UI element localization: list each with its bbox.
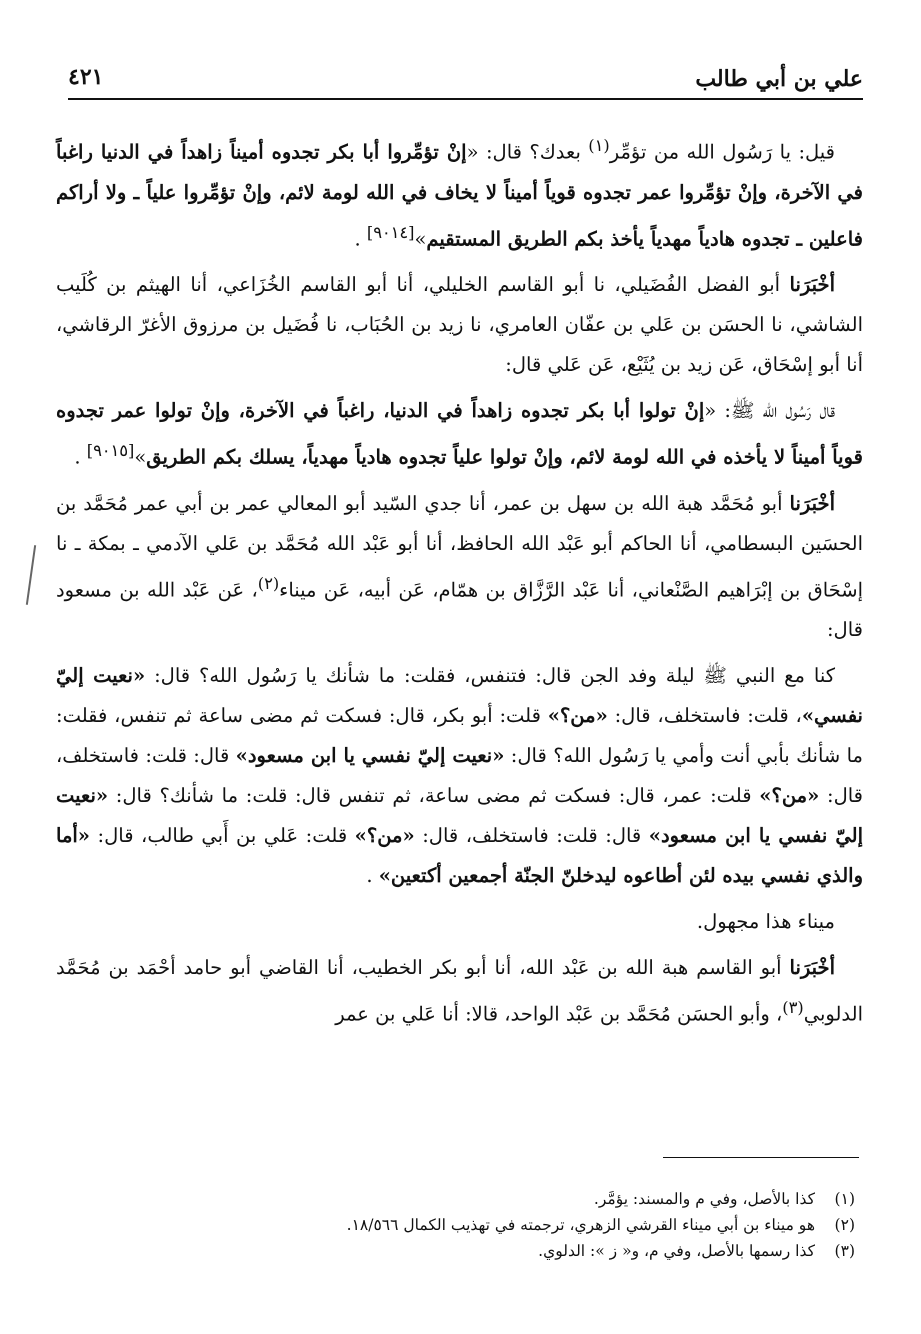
page-number: ٤٢١: [68, 64, 104, 90]
paragraph-1: قيل: يا رَسُول الله من تؤمِّر$^{(١)}$ بعدك؟ قال: «إنْ تؤمِّروا أبا بكر تجدوه أميناً زاهداً في الدنيا راغباً في الآخرة، وإنْ تؤمِّروا عمر تجدوه قوياً أميناً لا يخاف في الله لومة لائم، وإنْ تؤمِّروا علياً ـ ولا أراكم فاعلين ـ تجدوه هادياً مهدياً يأخذ بكم الطريق المستقيم»[٩٠١٤] .: [56, 136, 863, 250]
paragraph-2: [56, 265, 863, 385]
footnote-ref-3: (٣): [782, 998, 804, 1017]
footnote-3: [100, 1238, 855, 1264]
paragraph-6: ميناء هذا مجهول.: [696, 910, 835, 933]
footnote-text: هو ميناء بن أبي ميناء القرشي الزهري، ترجمته في تهذيب الكمال ١٨/٥٦٦.: [346, 1216, 815, 1234]
footnote-number: (١): [834, 1190, 855, 1208]
page-header: [68, 56, 863, 100]
footnote-divider: [663, 1157, 859, 1158]
footnote-2: [100, 1212, 855, 1238]
hadith-text: إنْ تولوا أبا بكر تجدوه زاهداً في الدنيا، راغباً في الآخرة، وإنْ تولوا عمر تجدوه قوياً أميناً لا يأخذه في الله لومة لائم، وإنْ تولوا علياً تجدوه هادياً مهدياً، يسلك بكم الطريق: [56, 399, 863, 469]
hadith-number: [٩٠١٥]: [86, 441, 135, 460]
footnote-text: كذا رسمها بالأصل، وفي م، و« ز »: الدلوي.: [538, 1242, 815, 1260]
hadith-number: [٩٠١٤]: [366, 222, 415, 242]
footnote-number: (٣): [834, 1242, 855, 1260]
footnote-number: (٢): [834, 1216, 855, 1234]
margin-mark: [26, 545, 36, 605]
footnote-text: كذا بالأصل، وفي م والمسند: يؤمَّر.: [593, 1190, 815, 1208]
paragraph-3: قال رَسُول الله ﷺ: «إنْ تولوا أبا بكر تجدوه زاهداً في الدنيا، راغباً في الآخرة، وإنْ تولوا عمر تجدوه قوياً أميناً لا يأخذه في الله لومة لائم، وإنْ تولوا علياً تجدوه هادياً مهدياً، يسلك بكم الطريق»[٩٠١٥] .: [56, 399, 863, 469]
paragraph-4: أخْبَرَنا أبو مُحَمَّد هبة الله بن سهل بن عمر، أنا جدي السّيد أبو المعالي عمر بن أبي عمر مُحَمَّد بن الحسَين البسطامي، أنا الحاكم أبو عَبْد الله الحافظ، أنا أبو عَبْد الله مُحَمَّد بن عَلي الآدمي ـ بمكة ـ نا إسْحَاق بن إبْرَاهيم الصَّنْعاني، أنا عَبْد الرَّزَّاق بن همّام، عَن أبيه، عَن ميناء$^{(٢)}$، عَن عَبْد الله بن مسعود قال:: [56, 491, 863, 641]
footnote-ref-2: (٢): [257, 573, 280, 593]
hadith-text: إنْ تؤمِّروا أبا بكر تجدوه أميناً زاهداً في الدنيا راغباً في الآخرة، وإنْ تؤمِّروا عمر تجدوه قوياً أميناً لا يخاف في الله لومة لائم، وإنْ تؤمِّروا علياً ـ ولا أراكم فاعلين ـ تجدوه هادياً مهدياً يأخذ بكم الطريق المستقيم: [56, 140, 863, 250]
main-text: [56, 126, 863, 1041]
running-title: علي بن أبي طالب: [695, 66, 863, 92]
isnad-lead: أخْبَرَنا: [789, 273, 835, 296]
footnote-1: [100, 1186, 855, 1212]
isnad-text: أبو الفضل الفُضَيلي، نا أبو القاسم الخليلي، أنا أبو القاسم الخُزَاعي، أنا الهيثم بن كُلَيب الشاشي، نا الحسَن بن عَلي بن عفّان العامري، نا زيد بن الحُبَاب، نا فُضَيل بن مرزوق الأغرّ الرقاشي، أنا أبو إسْحَاق، عَن زيد بن يُثَيْع، عَن عَلي قال:: [56, 273, 863, 376]
isnad-lead: أخْبَرَنا: [789, 491, 835, 515]
footnote-ref-1: (١): [588, 136, 610, 155]
footnotes: [100, 1186, 855, 1264]
isnad-lead: أخْبَرَنا: [789, 956, 835, 979]
paragraph-7: أخْبَرَنا أبو القاسم هبة الله بن عَبْد الله، أنا أبو بكر الخطيب، أنا القاضي أبو حامد أحْمَد بن مُحَمَّد الدلوبي$^{(٣)}$، وأبو الحسَن مُحَمَّد بن عَبْد الواحد، قالا: أنا عَلي بن عمر: [56, 956, 863, 1026]
paragraph-5: كنا مع النبي ﷺ ليلة وفد الجن قال: فتنفس، فقلت: ما شأنك يا رَسُول الله؟ قال: «نعيت إليّ نفسي»، قلت: فاستخلف، قال: «من؟» قلت: أبو بكر، قال: فسكت ثم مضى ساعة ثم تنفس، فقلت: ما شأنك بأبي أنت وأمي يا رَسُول الله؟ قال: «نعيت إليّ نفسي يا ابن مسعود» قال: قلت: فاستخلف، قال: «من؟» قلت: عمر، قال: فسكت ثم مضى ساعة، ثم تنفس قال: قلت: ما شأنك؟ قال: «نعيت إليّ نفسي يا ابن مسعود» قال: قلت: فاستخلف، قال: «من؟» قلت: عَلي بن أَبي طالب، قال: «أما والذي نفسي بيده لئن أطاعوه ليدخلنّ الجنّة أجمعين أكتعين» .: [56, 664, 864, 887]
